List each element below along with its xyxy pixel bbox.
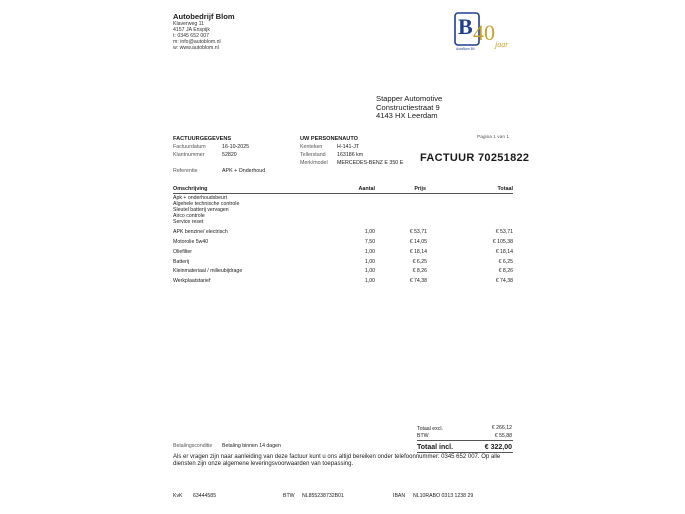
vat-value: € 55,88 bbox=[494, 433, 512, 439]
col-header-total: Totaal bbox=[497, 186, 513, 192]
totals-rule bbox=[417, 440, 513, 441]
row-quantity: 1,00 bbox=[364, 268, 375, 274]
model-value: MERCEDES-BENZ E 350 E bbox=[337, 160, 404, 166]
row-quantity: 1,00 bbox=[364, 229, 375, 235]
company-email: m: info@autoblom.nl bbox=[173, 39, 221, 45]
row-description: APK benzine/ electrisch bbox=[173, 229, 228, 235]
kvk-value: 63444585 bbox=[193, 493, 217, 499]
col-header-price: Prijs bbox=[414, 186, 426, 192]
row-description: Oliefilter bbox=[173, 249, 193, 255]
invoice-details-heading: FACTUURGEGEVENS bbox=[173, 136, 232, 142]
recipient-name: Stapper Automotive bbox=[376, 94, 443, 103]
row-quantity: 1,00 bbox=[364, 278, 375, 284]
table-row bbox=[173, 249, 513, 257]
company-name: Autobedrijf Blom bbox=[173, 12, 235, 21]
model-label: Merk/model bbox=[300, 160, 328, 166]
odometer-label: Tellerstand bbox=[300, 152, 326, 158]
invoice-date-label: Factuurdatum bbox=[173, 144, 206, 150]
row-quantity: 1,00 bbox=[364, 249, 375, 255]
company-address-street: Klaverweg 11 bbox=[173, 21, 205, 27]
company-address-city: 4157 JA Enspijk bbox=[173, 27, 210, 33]
description-line: Sleutel batterij vervagen bbox=[173, 207, 229, 213]
row-total: € 18,14 bbox=[495, 249, 513, 255]
logo-letter: B bbox=[458, 14, 473, 39]
logo-anniversary-word: jaar bbox=[495, 40, 509, 49]
company-phone: t: 0345 652 007 bbox=[173, 33, 210, 39]
btw-value: NL855238732B01 bbox=[302, 493, 344, 499]
row-price: € 18,14 bbox=[409, 249, 427, 255]
vehicle-heading: UW PERSONENAUTO bbox=[300, 136, 359, 142]
payment-condition-value: Betaling binnen 14 dagen bbox=[222, 443, 281, 449]
page-info: Pagina 1 van 1 bbox=[477, 135, 510, 140]
recipient-city: 4143 HX Leerdam bbox=[376, 111, 438, 120]
row-description: Werkplaatstarief bbox=[173, 278, 211, 284]
recipient-street: Constructiestraat 9 bbox=[376, 103, 440, 112]
company-logo bbox=[451, 10, 513, 52]
totals-bottom-rule bbox=[417, 452, 513, 453]
table-row bbox=[173, 239, 513, 247]
payment-condition-label: Betalingsconditie bbox=[173, 443, 213, 449]
payment-note: Als er vragen zijn naar aanleiding van deze factuur kunt u ons altijd bereiken onder telefoonnummer: 0345 652 007. Op alle diensten zijn onze algemene leveringsvoorwaarden van toepassing. bbox=[173, 454, 501, 468]
row-total: € 8,26 bbox=[498, 268, 513, 274]
description-line: Apk + onderhoudsbeurt bbox=[173, 195, 228, 201]
row-price: € 53,71 bbox=[409, 229, 427, 235]
row-total: € 74,38 bbox=[495, 278, 513, 284]
row-price: € 74,38 bbox=[409, 278, 427, 284]
btw-label: BTW bbox=[283, 493, 295, 499]
customer-number-label: Klantnummer bbox=[173, 152, 205, 158]
total-excl-label: Totaal excl. bbox=[417, 426, 443, 432]
row-description: Batterij bbox=[173, 259, 190, 265]
invoice-date: 16-10-2025 bbox=[222, 144, 250, 150]
table-row bbox=[173, 259, 513, 267]
row-price: € 14,05 bbox=[409, 239, 427, 245]
row-description: Kleinmateriaal / milieubijdrage bbox=[173, 268, 243, 274]
iban-value: NL10RABO 0313 1238 29 bbox=[413, 493, 474, 499]
reference-value: APK + Onderhoud bbox=[222, 168, 266, 174]
plate-label: Kenteken bbox=[300, 144, 323, 150]
row-total: € 53,71 bbox=[495, 229, 513, 235]
description-line: Service reset bbox=[173, 219, 204, 225]
row-price: € 6,25 bbox=[412, 259, 427, 265]
invoice-title: FACTUUR 70251822 bbox=[420, 152, 530, 164]
logo-caption: AutoBlom BV bbox=[456, 47, 475, 51]
table-row bbox=[173, 278, 513, 286]
total-incl-value: € 322,00 bbox=[484, 444, 512, 451]
table-header-rule bbox=[173, 193, 513, 194]
description-line: Airco controle bbox=[173, 213, 205, 219]
total-incl-label: Totaal incl. bbox=[417, 444, 454, 451]
vat-label: BTW bbox=[417, 433, 429, 439]
customer-number: 52820 bbox=[222, 152, 237, 158]
iban-label: IBAN bbox=[393, 493, 406, 499]
row-total: € 105,38 bbox=[492, 239, 513, 245]
reference-label: Referentie bbox=[173, 168, 198, 174]
row-price: € 8,26 bbox=[412, 268, 427, 274]
odometer-value: 163186 km bbox=[337, 152, 364, 158]
row-description: Motorolie 5w40 bbox=[173, 239, 209, 245]
row-total: € 6,25 bbox=[498, 259, 513, 265]
plate-value: H-141-JT bbox=[337, 144, 360, 150]
company-website: w: www.autoblom.nl bbox=[173, 45, 219, 51]
table-row bbox=[173, 229, 513, 237]
row-quantity: 7,50 bbox=[364, 239, 375, 245]
table-row bbox=[173, 268, 513, 276]
description-line: Algehele technische controle bbox=[173, 201, 240, 207]
logo-anniversary-number: 40 bbox=[473, 20, 495, 45]
col-header-quantity: Aantal bbox=[358, 186, 375, 192]
kvk-label: KvK bbox=[173, 493, 183, 499]
row-quantity: 1,00 bbox=[364, 259, 375, 265]
col-header-description: Omschrijving bbox=[173, 186, 208, 192]
total-excl-value: € 266,12 bbox=[491, 425, 512, 431]
